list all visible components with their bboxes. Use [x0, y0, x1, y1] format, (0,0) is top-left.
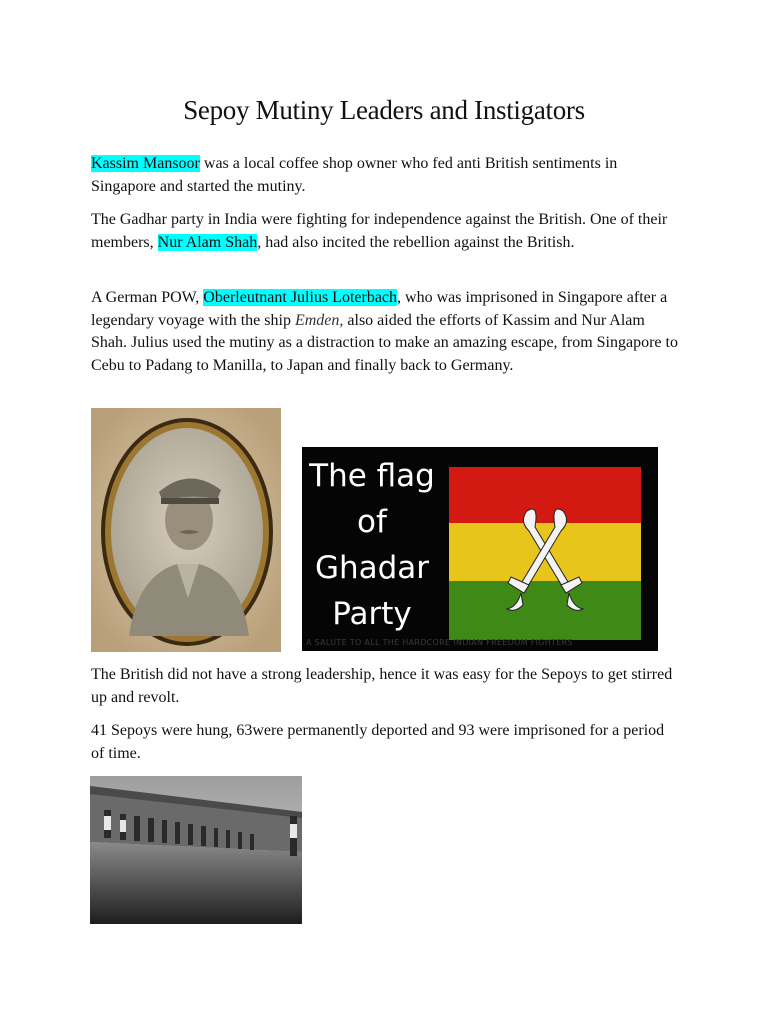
paragraph-text: , who was imprisoned in Singapore after a legendary voyage with the ship — [91, 289, 668, 329]
paragraph-loterbach — [91, 287, 681, 377]
flag-caption: A SALUTE TO ALL THE HARDCORE INDIAN FREEDOM FIGHTERS — [306, 638, 573, 647]
portrait-julius-loterbach-image — [91, 408, 281, 652]
paragraph-leadership: The British did not have a strong leadership, hence it was easy for the Sepoys to get stirred up and revolt. — [91, 666, 673, 706]
flag-title-line: The flag — [309, 458, 435, 494]
highlight-kassim-mansoor: Kassim Mansoor — [91, 155, 200, 172]
flag-stripes — [449, 467, 641, 640]
page-title: Sepoy Mutiny Leaders and Instigators — [183, 95, 585, 125]
paragraph-kassim — [91, 153, 681, 198]
historic-execution-photo — [90, 776, 302, 924]
highlight-julius-loterbach: Oberleutnant Julius Loterbach — [203, 289, 398, 306]
paragraph-sentences: 41 Sepoys were hung, 63were permanently deported and 93 were imprisoned for a period of time. — [91, 722, 665, 762]
paragraph-text: The Gadhar party in India were fighting for independence against the British. One of their members, — [91, 211, 668, 251]
flag-title-line: Party — [332, 596, 412, 632]
paragraph-text: also aided the efforts of Kassim and Nur Alam Shah. Julius used the mutiny as a distraction to make an amazing escape, from Singapore to Cebu to Padang to Manilla, to Japan and finally back to Germany. — [91, 311, 678, 374]
ghadar-flag-image — [302, 447, 658, 651]
flag-title-text — [302, 453, 442, 637]
flag-title-line: Ghadar — [314, 550, 430, 586]
highlight-nur-alam-shah: Nur Alam Shah — [157, 233, 258, 251]
paragraph-gadhar — [91, 209, 681, 254]
crossed-swords-icon — [449, 467, 641, 640]
ship-name-emden: Emden, — [294, 311, 344, 329]
paragraph-text: , had also incited the rebellion against the British. — [257, 233, 575, 251]
paragraph-text: was a local coffee shop owner who fed anti British sentiments in Singapore and started the mutiny. — [91, 155, 618, 195]
flag-title-line: of — [357, 504, 387, 540]
paragraph-text: A German POW, — [91, 289, 204, 306]
